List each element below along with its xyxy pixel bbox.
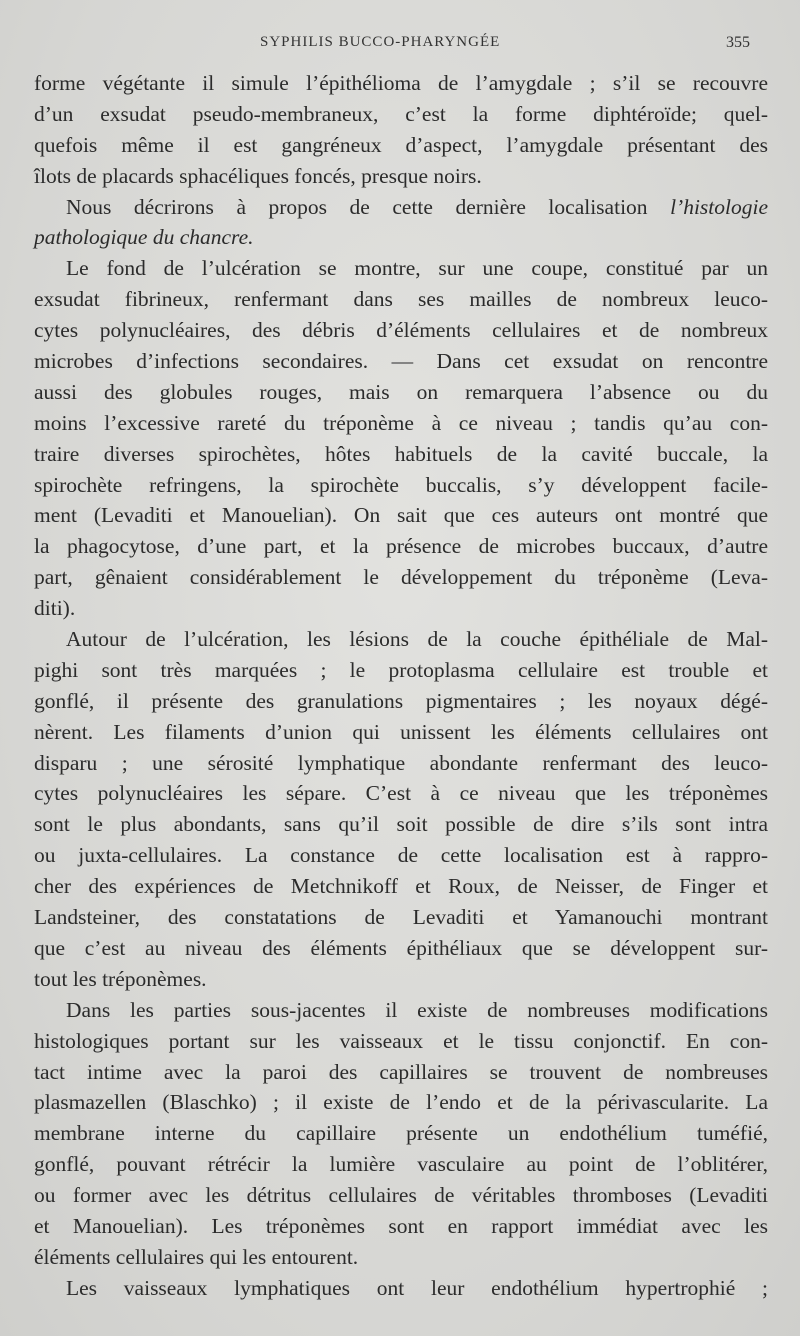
text-line-content: cytes polynucléaires, des débris d’éléments cellulaires et de nombreux [34,318,768,343]
text-line [34,624,768,655]
text-line-content: part, gênaient considérablement le développement du tréponème (Leva- [34,565,768,590]
text-line [34,933,768,964]
text-line-content: Landsteiner, des constatations de Levaditi et Yamanouchi montrant [34,905,768,930]
text-line [34,562,768,593]
text-line [34,748,768,779]
text-line-content: traire diverses spirochètes, hôtes habituels de la cavité buccale, la [34,441,768,466]
text-line [34,809,768,840]
text-line [34,655,768,686]
text-line-content: éléments cellulaires qui les entourent. [34,1244,359,1269]
text-line [34,470,768,501]
text-line-content: ment (Levaditi et Manouelian). On sait que ces auteurs ont montré que [34,503,768,528]
text-line [34,840,768,871]
italic-phrase: l’histologie [670,194,768,219]
text-line [34,192,768,223]
text-line-content: Autour de l’ulcération, les lésions de la couche épithéliale de Mal- [66,627,768,652]
text-line-content: Dans les parties sous-jacentes il existe de nombreuses modifications [66,997,768,1022]
text-line [34,871,768,902]
text-line-content: ou former avec les détritus cellulaires de véritables thromboses (Levaditi [34,1183,768,1208]
page-number: 355 [726,34,750,51]
text-line-content: pighi sont très marquées ; le protoplasma cellulaire est trouble et [34,657,768,682]
text-line [34,408,768,439]
text-line [34,1118,768,1149]
text-line-content: tact intime avec la paroi des capillaires se trouvent de nombreuses [34,1059,768,1084]
text-line [34,500,768,531]
text-line-content: cytes polynucléaires les sépare. C’est à ce niveau que les tréponèmes [34,781,768,806]
text-line-content: que c’est au niveau des éléments épithéliaux que se développent sur- [34,935,768,960]
text-line [34,161,768,192]
text-line-content: Les vaisseaux lymphatiques ont leur endothélium hypertrophié ; [66,1275,768,1300]
text-line-content: gonflé, pouvant rétrécir la lumière vasculaire au point de l’oblitérer, [34,1152,768,1177]
text-line [34,222,768,253]
text-line [34,68,768,99]
text-line [34,253,768,284]
italic-phrase: pathologique du chancre. [34,225,254,250]
text-line-content: histologiques portant sur les vaisseaux et le tissu conjonctif. En con- [34,1028,768,1053]
text-line-content: moins l’excessive rareté du tréponème à ce niveau ; tandis qu’au con- [34,410,768,435]
text-line [34,284,768,315]
text-line-content: forme végétante il simule l’épithélioma de l’amygdale ; s’il se recouvre [34,71,768,95]
text-line [34,778,768,809]
text-line-content: aussi des globules rouges, mais on remarquera l’absence ou du [34,379,768,404]
text-line [34,593,768,624]
text-line-content: disparu ; une sérosité lymphatique abondante renfermant des leuco- [34,750,768,775]
text-line-content: diti). [34,596,76,621]
text-line [34,964,768,995]
text-line-content: plasmazellen (Blaschko) ; il existe de l’endo et de la périvascularite. La [34,1090,768,1115]
text-line-content: Le fond de l’ulcération se montre, sur une coupe, constitué par un [66,256,768,281]
text-line [34,531,768,562]
running-title: SYPHILIS BUCCO-PHARYNGÉE [260,34,501,50]
text-line [34,686,768,717]
text-line-content: et Manouelian). Les tréponèmes sont en rapport immédiat avec les [34,1213,768,1238]
text-line [34,377,768,408]
text-line [34,1273,768,1304]
text-line-content: îlots de placards sphacéliques foncés, presque noirs. [34,163,482,188]
text-line [34,1057,768,1088]
text-line [34,439,768,470]
text-line [34,902,768,933]
text-line-content: exsudat fibrineux, renfermant dans ses mailles de nombreux leuco- [34,287,768,312]
text-line-content: gonflé, il présente des granulations pigmentaires ; les noyaux dégé- [34,688,768,713]
text-line-content: cher des expériences de Metchnikoff et Roux, de Neisser, de Finger et [34,874,768,899]
text-line [34,1242,768,1273]
text-line [34,315,768,346]
text-line [34,1180,768,1211]
text-line-content: la phagocytose, d’une part, et la présence de microbes buccaux, d’autre [34,534,768,559]
text-line-content: tout les tréponèmes. [34,966,207,991]
text-line [34,1087,768,1118]
text-line [34,130,768,161]
text-line [34,99,768,130]
text-line [34,717,768,748]
text-line [34,346,768,377]
text-line [34,995,768,1026]
text-line-content: nèrent. Les filaments d’union qui unissent les éléments cellulaires ont [34,719,768,744]
text-line-content: quefois même il est gangréneux d’aspect, l’amygdale présentant des [34,132,768,157]
text-line-content: d’un exsudat pseudo-membraneux, c’est la forme diphtéroïde; quel- [34,101,768,126]
text-line-content: sont le plus abondants, sans qu’il soit possible de dire s’ils sont intra [34,812,768,837]
text-line-content: Nous décrirons à propos de cette dernière localisation [66,194,671,219]
body-text [34,68,768,1304]
text-line-content: microbes d’infections secondaires. — Dans cet exsudat on rencontre [34,349,768,374]
text-line-content: membrane interne du capillaire présente un endothélium tuméfié, [34,1121,768,1146]
text-line [34,1211,768,1242]
text-line [34,1149,768,1180]
text-line-content: spirochète refringens, la spirochète buccalis, s’y développent facile- [34,472,768,497]
text-line-content: ou juxta-cellulaires. La constance de cette localisation est à rappro- [34,843,768,868]
running-head [0,34,800,56]
text-line [34,1026,768,1057]
